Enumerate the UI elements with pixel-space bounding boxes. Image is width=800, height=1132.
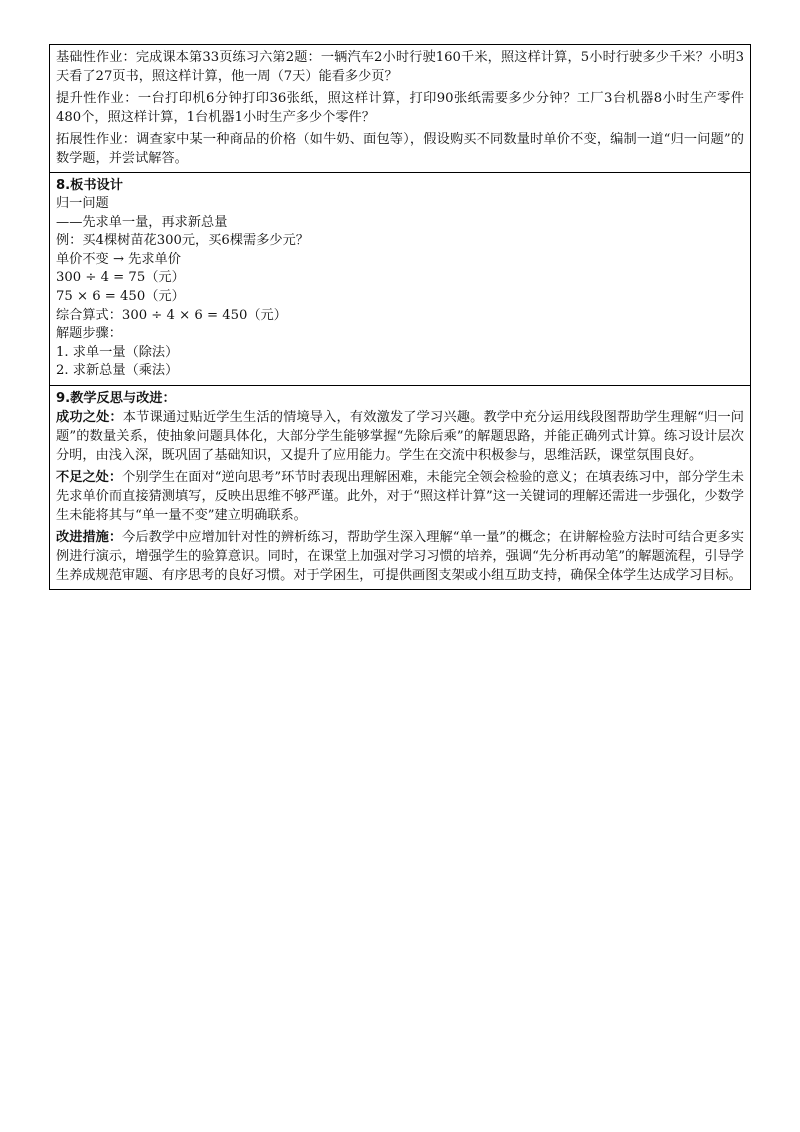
board-line: 解题步骤：	[56, 326, 122, 342]
success-label: 成功之处：	[56, 409, 123, 425]
improve-label: 改进措施：	[56, 529, 123, 545]
shortcoming-text: 个别学生在面对“逆向思考”环节时表现出理解困难，未能完全领会检验的意义；在填表练习中，部分学生未先求单价而直接猜测填写，反映出思维不够严谨。此外，对于“照这样计算”这一关键词的理解还需进一步强化，少数学生未能将其与“单一量不变”建立明确联系。	[56, 469, 744, 523]
board-line: 例：买4棵树苗花300元，买6棵需多少元？	[56, 233, 309, 249]
board-line: 75 × 6 = 450（元）	[56, 288, 185, 304]
homework-extend: 拓展性作业：调查家中某一种商品的价格（如牛奶、面包等），假设购买不同数量时单价不变，编制一道“归一问题”的数学题，并尝试解答。	[56, 132, 744, 166]
homework-cell	[50, 45, 751, 173]
board-design-cell	[50, 173, 751, 386]
homework-row	[50, 45, 751, 173]
reflection-success	[56, 408, 744, 465]
reflection-row	[50, 385, 751, 589]
board-line: 300 ÷ 4 = 75（元）	[56, 270, 185, 286]
homework-improve: 提升性作业：一台打印机6分钟打印36张纸，照这样计算，打印90张纸需要多少分钟？工厂3台机器8小时生产零件480个，照这样计算，1台机器1小时生产多少个零件？	[56, 91, 744, 125]
reflection-title: 9.教学反思与改进：	[56, 390, 176, 406]
board-line: 1. 求单一量（除法）	[56, 344, 179, 360]
improve-text: 今后教学中应增加针对性的辨析练习，帮助学生深入理解“单一量”的概念；在讲解检验方法时可结合更多实例进行演示，增强学生的验算意识。同时，在课堂上加强对学习习惯的培养，强调“先分析再动笔”的解题流程，引导学生养成规范审题、有序思考的良好习惯。对于学困生，可提供画图支架或小组互助支持，确保全体学生达成学习目标。	[56, 529, 744, 583]
board-line: 2. 求新总量（乘法）	[56, 363, 179, 379]
shortcoming-label: 不足之处：	[56, 469, 123, 485]
board-design-title: 8.板书设计	[56, 178, 123, 193]
reflection-improve	[56, 528, 744, 585]
lesson-plan-table	[49, 44, 751, 590]
success-text: 本节课通过贴近学生生活的情境导入，有效激发了学习兴趣。教学中充分运用线段图帮助学生理解“归一问题”的数量关系，使抽象问题具体化，大部分学生能够掌握“先除后乘”的解题思路，并能正确列式计算。练习设计层次分明，由浅入深，既巩固了基础知识，又提升了应用能力。学生在交流中积极参与，思维活跃，课堂氛围良好。	[56, 409, 744, 463]
reflection-cell	[50, 385, 751, 589]
board-design-row	[50, 173, 751, 386]
board-line: 综合算式：300 ÷ 4 × 6 = 450（元）	[56, 307, 287, 323]
board-line: ——先求单一量，再求新总量	[56, 214, 228, 230]
reflection-shortcoming	[56, 468, 744, 525]
board-line: 单价不变 → 先求单价	[56, 251, 181, 267]
board-line: 归一问题	[56, 196, 109, 211]
homework-basic: 基础性作业：完成课本第33页练习六第2题：一辆汽车2小时行驶160千米，照这样计算，5小时行驶多少千米？小明3天看了27页书，照这样计算，他一周（7天）能看多少页？	[56, 50, 744, 84]
